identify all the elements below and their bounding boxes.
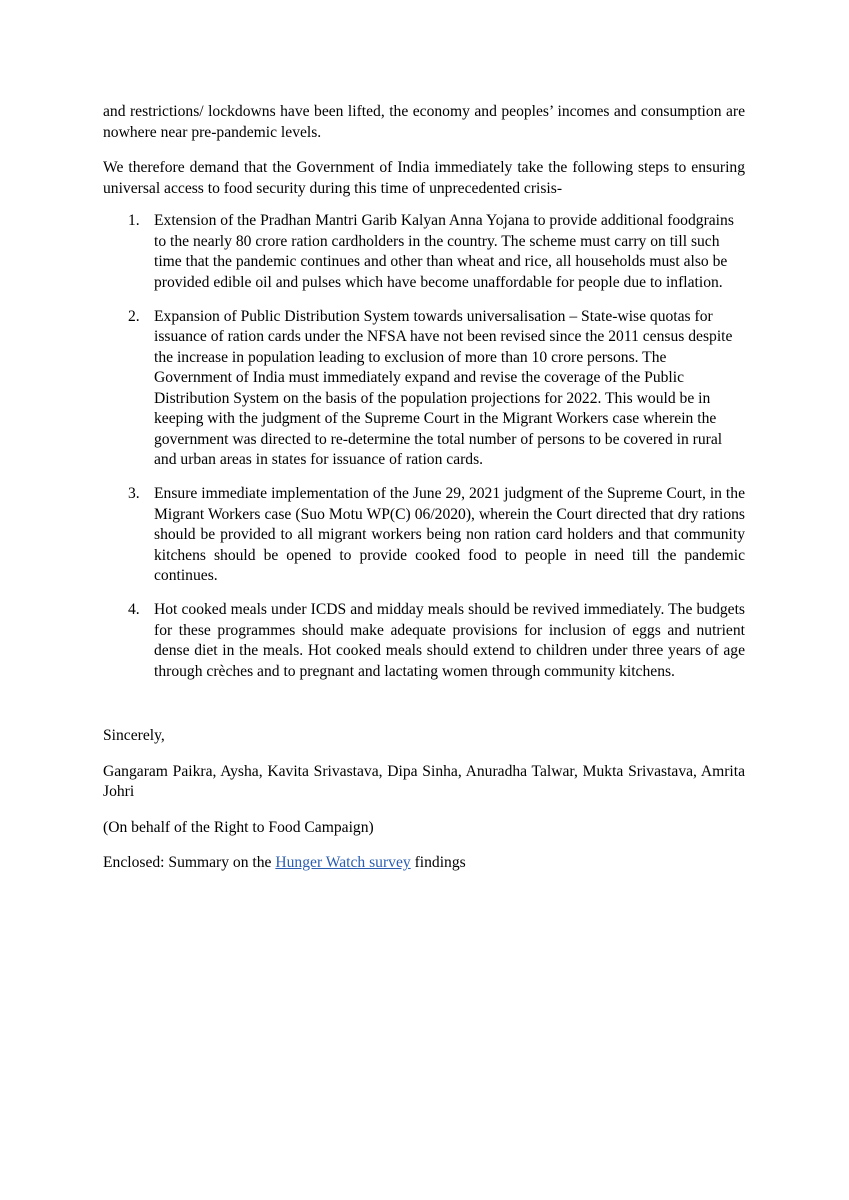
closing-salutation: Sincerely, xyxy=(103,727,165,744)
demands-list xyxy=(103,211,745,682)
list-item xyxy=(103,211,745,293)
intro-paragraph-1: and restrictions/ lockdowns have been lifted, the economy and peoples’ incomes and consumption are nowhere near pre-pandemic levels. xyxy=(103,103,745,141)
list-item-text: Extension of the Pradhan Mantri Garib Kalyan Anna Yojana to provide additional foodgrains to the nearly 80 crore ration cardholders in the country. The scheme must carry on till such time that the pandemic continues and other than wheat and rice, all households must also be provided edible oil and pulses which have become unaffordable for people due to inflation. xyxy=(154,212,734,291)
list-item-text: Expansion of Public Distribution System towards universalisation – State-wise quotas for issuance of ration cards under the NFSA have not been revised since the 2011 census despite the increase in population leading to exclusion of more than 10 crore persons. The Government of India must immediately expand and revise the coverage of the Public Distribution System on the basis of the population projections for 2022. This would be in keeping with the judgment of the Supreme Court in the Migrant Workers case wherein the government was directed to re-determine the total number of persons to be covered in rural and urban areas in states for issuance of ration cards. xyxy=(154,307,733,468)
list-item-text: Ensure immediate implementation of the June 29, 2021 judgment of the Supreme Court, in the Migrant Workers case (Suo Motu WP(C) 06/2020), wherein the Court directed that dry rations should be provided to all migrant workers being non ration card holders and that community kitchens should be opened to provide cooked food to people in need till the pandemic continues. xyxy=(154,485,745,584)
enclosed-prefix: Enclosed: Summary on the xyxy=(103,854,276,871)
signatories: Gangaram Paikra, Aysha, Kavita Srivastava, Dipa Sinha, Anuradha Talwar, Mukta Srivastava, Amrita Johri xyxy=(103,762,745,800)
list-item xyxy=(103,484,745,587)
list-item-number: 3. xyxy=(128,485,140,502)
list-item-number: 2. xyxy=(128,307,140,325)
hunger-watch-survey-link[interactable]: Hunger Watch survey xyxy=(275,854,411,871)
list-item xyxy=(103,307,745,471)
on-behalf-note: (On behalf of the Right to Food Campaign) xyxy=(103,818,374,836)
list-item-number: 4. xyxy=(128,601,140,618)
list-item-number: 1. xyxy=(128,212,140,229)
list-item-text: Hot cooked meals under ICDS and midday meals should be revived immediately. The budgets for these programmes should make adequate provisions for inclusion of eggs and nutrient dense diet in the meals. Hot cooked meals should extend to children under three years of age through crèches and to pregnant and lactating women through community kitchens. xyxy=(154,601,745,680)
letter-body xyxy=(103,102,745,874)
enclosed-note xyxy=(103,853,745,874)
intro-paragraph-2: We therefore demand that the Government of India immediately take the following steps to ensuring universal access to food security during this time of unprecedented crisis- xyxy=(103,159,745,197)
enclosed-suffix: findings xyxy=(410,854,466,871)
list-item xyxy=(103,600,745,682)
